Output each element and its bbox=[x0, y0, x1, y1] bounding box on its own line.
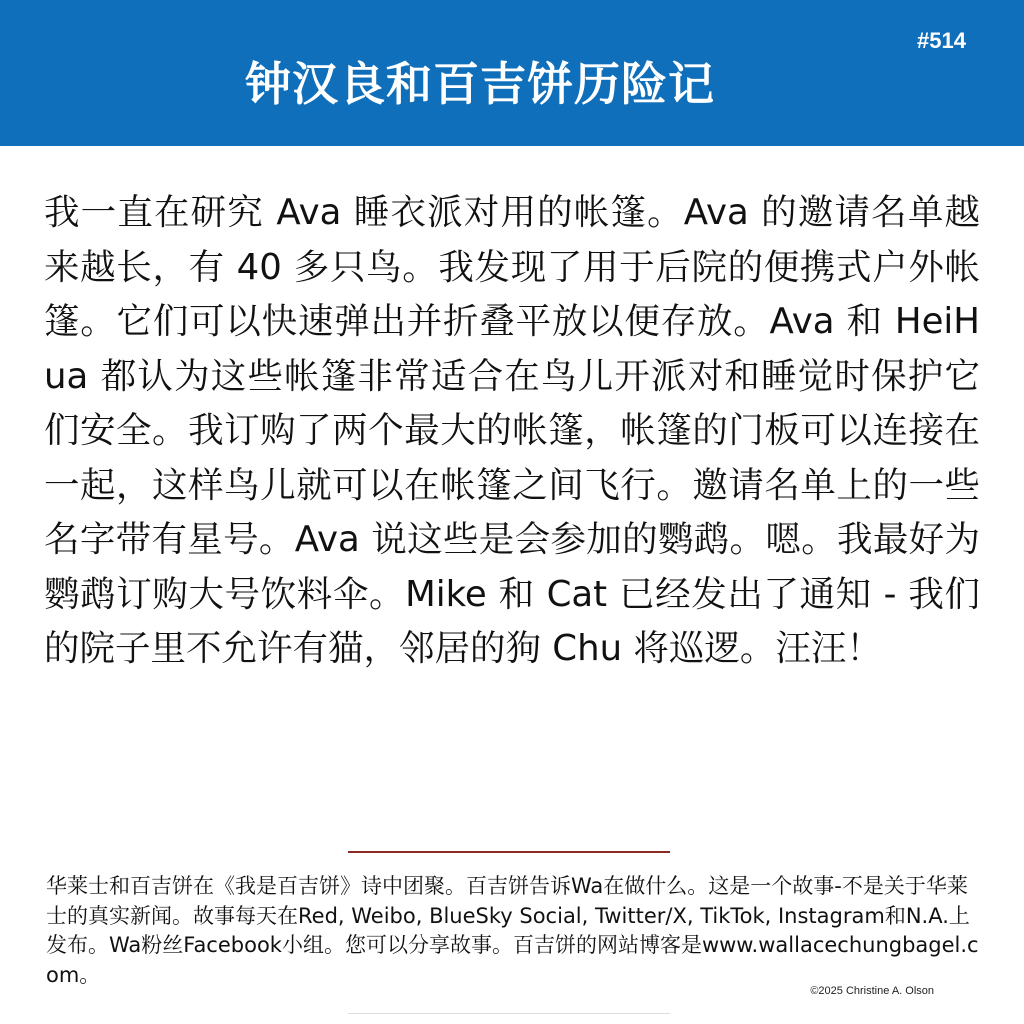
bottom-rule bbox=[348, 1013, 670, 1014]
page-title: 钟汉良和百吉饼历险记 bbox=[245, 57, 715, 111]
story-text: 我一直在研究 Ava 睡衣派对用的帐篷。Ava 的邀请名单越来越长，有 40 多只鸟。我发现了用于后院的便携式户外帐篷。它们可以快速弹出并折叠平放以便存放。Ava 和 HeiHua 都认为这些帐篷非常适合在鸟儿开派对和睡觉时保护它们安全。我订购了两个最大的帐篷，帐篷的门板可以连接在一起，这样鸟儿就可以在帐篷之间飞行。邀请名单上的一些名字带有星号。Ava 说这些是会参加的鹦鹉。嗯。我最好为鹦鹉订购大号饮料伞。Mike 和 Cat 已经发出了通知 - 我们的院子里不允许有猫，邻居的狗 Chu 将巡逻。汪汪！ bbox=[44, 192, 980, 669]
episode-number: #514 bbox=[917, 28, 966, 53]
footer-note: 华莱士和百吉饼在《我是百吉饼》诗中团聚。百吉饼告诉Wa在做什么。这是一个故事-不是关于华莱士的真实新闻。故事每天在Red, Weibo, BlueSky Social, Twitter/X, TikTok, Instagram和N.A.上发布。Wa粉丝Facebook小组。您可以分享故事。百吉饼的网站博客是www.wallacechungbagel.com。 bbox=[46, 874, 979, 987]
copyright-text: ©2025 Christine A. Olson bbox=[810, 985, 934, 997]
divider-line bbox=[348, 851, 670, 853]
header-banner bbox=[0, 0, 1024, 146]
